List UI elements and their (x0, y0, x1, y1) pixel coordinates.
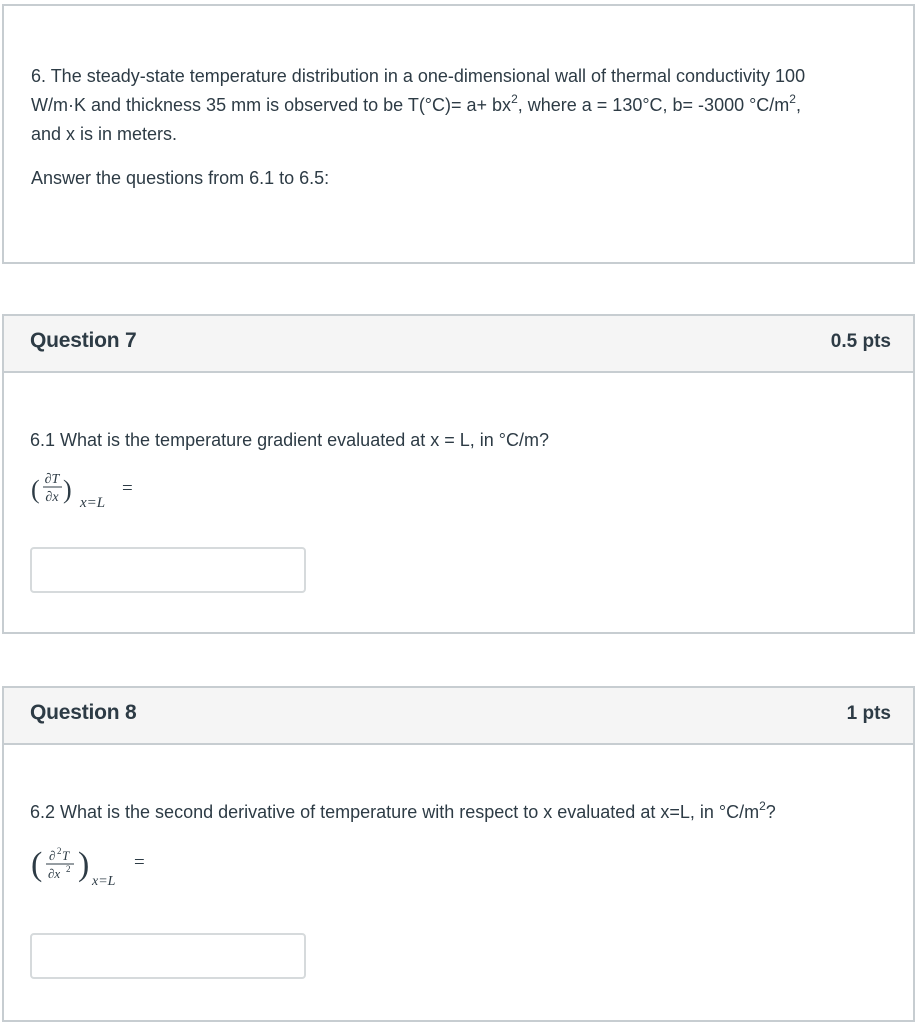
intro-paragraph (31, 62, 891, 149)
intro-text (31, 62, 891, 193)
answer-input[interactable] (30, 547, 306, 593)
question-8-card (2, 686, 915, 1022)
numerator-exponent: 2 (57, 846, 62, 856)
numerator-base: ∂ (49, 848, 56, 863)
question-7-card (2, 314, 915, 634)
question-header (4, 316, 913, 373)
question-title: Question 8 (30, 701, 137, 724)
derivative-formula (30, 843, 160, 898)
denominator: ∂x (45, 490, 59, 505)
intro-line-2c: , (795, 95, 801, 115)
question-text (30, 799, 776, 823)
numerator-variable: T (62, 848, 70, 863)
exponent: 2 (789, 92, 796, 106)
question-text: 6.1 What is the temperature gradient evaluated at x = L, in °C/m? (30, 430, 549, 450)
denominator-base: ∂x (48, 866, 61, 881)
derivative-formula (30, 469, 150, 524)
answer-input[interactable] (30, 933, 306, 979)
question-text-main: 6.2 What is the second derivative of temperature with respect to x evaluated at x=L, in °C/m (30, 802, 760, 822)
numerator: ∂T (44, 472, 60, 487)
paren-open: ( (31, 475, 40, 504)
paren-close: ) (63, 475, 72, 504)
subscript: x=L (80, 495, 106, 511)
question-header (4, 688, 913, 745)
question-points: 1 pts (846, 703, 891, 724)
equals-sign: = (122, 478, 133, 499)
question-title: Question 7 (30, 329, 137, 352)
question-points: 0.5 pts (830, 331, 891, 352)
denominator-exponent: 2 (66, 864, 71, 874)
intro-line-3: and x is in meters. (31, 124, 178, 144)
first-derivative-formula (30, 469, 150, 519)
exponent: 2 (511, 92, 518, 106)
intro-instruction: Answer the questions from 6.1 to 6.5: (31, 168, 330, 188)
intro-line-2a: W/m·K and thickness 35 mm is observed to be T(°C)= a+ bx (31, 95, 512, 115)
question-intro-card (2, 4, 915, 264)
paren-open: ( (31, 846, 43, 883)
subscript: x=L (92, 874, 116, 889)
equals-sign: = (134, 852, 145, 873)
second-derivative-formula (30, 843, 160, 893)
question-text-end: ? (765, 802, 776, 822)
paren-close: ) (78, 846, 90, 883)
intro-line-1: 6. The steady-state temperature distribution in a one-dimensional wall of thermal conductivity 100 (31, 66, 806, 86)
intro-line-2b: , where a = 130°C, b= -3000 °C/m (517, 95, 790, 115)
exponent: 2 (759, 799, 766, 813)
